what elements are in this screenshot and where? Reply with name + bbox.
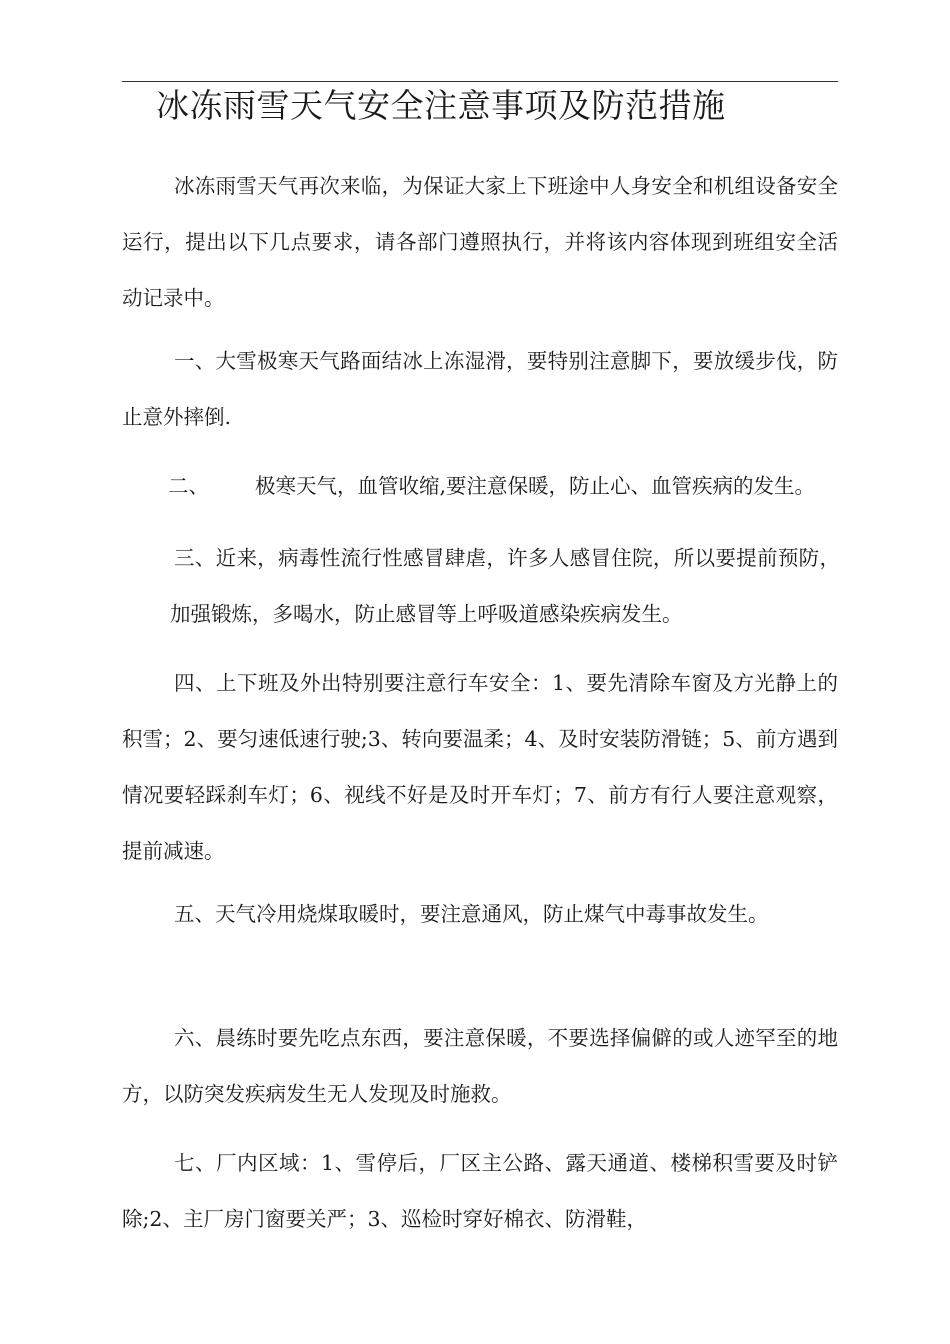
- intro-paragraph: 冰冻雨雪天气再次来临，为保证大家上下班途中人身安全和机组设备安全运行，提出以下几点要求，请各部门遵照执行，并将该内容体现到班组安全活动记录中。: [122, 174, 838, 310]
- item-3-paragraph: 三、近来，病毒性流行性感冒肆虐，许多人感冒住院，所以要提前预防，加强锻炼，多喝水，防止感冒等上呼吸道感染疾病发生。: [170, 546, 840, 626]
- item-2-text: 极寒天气，血管收缩,要注意保暖，防止心、血管疾病的发生。: [255, 474, 816, 498]
- item-7-paragraph: 七、厂内区域：1、雪停后，厂区主公路、露天通道、楼梯积雪要及时铲除;2、主厂房门窗要关严；3、巡检时穿好棉衣、防滑鞋，: [122, 1151, 838, 1231]
- item-2-number: 二、: [168, 474, 209, 498]
- page-title: 冰冻雨雪天气安全注意事项及防范措施: [156, 86, 726, 125]
- item-1-paragraph: 一、大雪极寒天气路面结冰上冻湿滑，要特别注意脚下，要放缓步伐，防止意外摔倒.: [122, 349, 838, 429]
- item-4-paragraph: 四、上下班及外出特别要注意行车安全：1、要先清除车窗及方光静上的积雪；2、要匀速低速行驶;3、转向要温柔；4、及时安装防滑链；5、前方遇到情况要轻踩刹车灯；6、视线不好是及时开车灯；7、前方有行人要注意观察，提前减速。: [122, 671, 838, 863]
- item-2-paragraph: [122, 458, 838, 514]
- item-5-paragraph: 五、天气冷用烧煤取暖时，要注意通风，防止煤气中毒事故发生。: [174, 902, 769, 926]
- item-6-paragraph: 六、晨练时要先吃点东西，要注意保暖，不要选择偏僻的或人迹罕至的地方，以防突发疾病发生无人发现及时施救。: [122, 1026, 838, 1106]
